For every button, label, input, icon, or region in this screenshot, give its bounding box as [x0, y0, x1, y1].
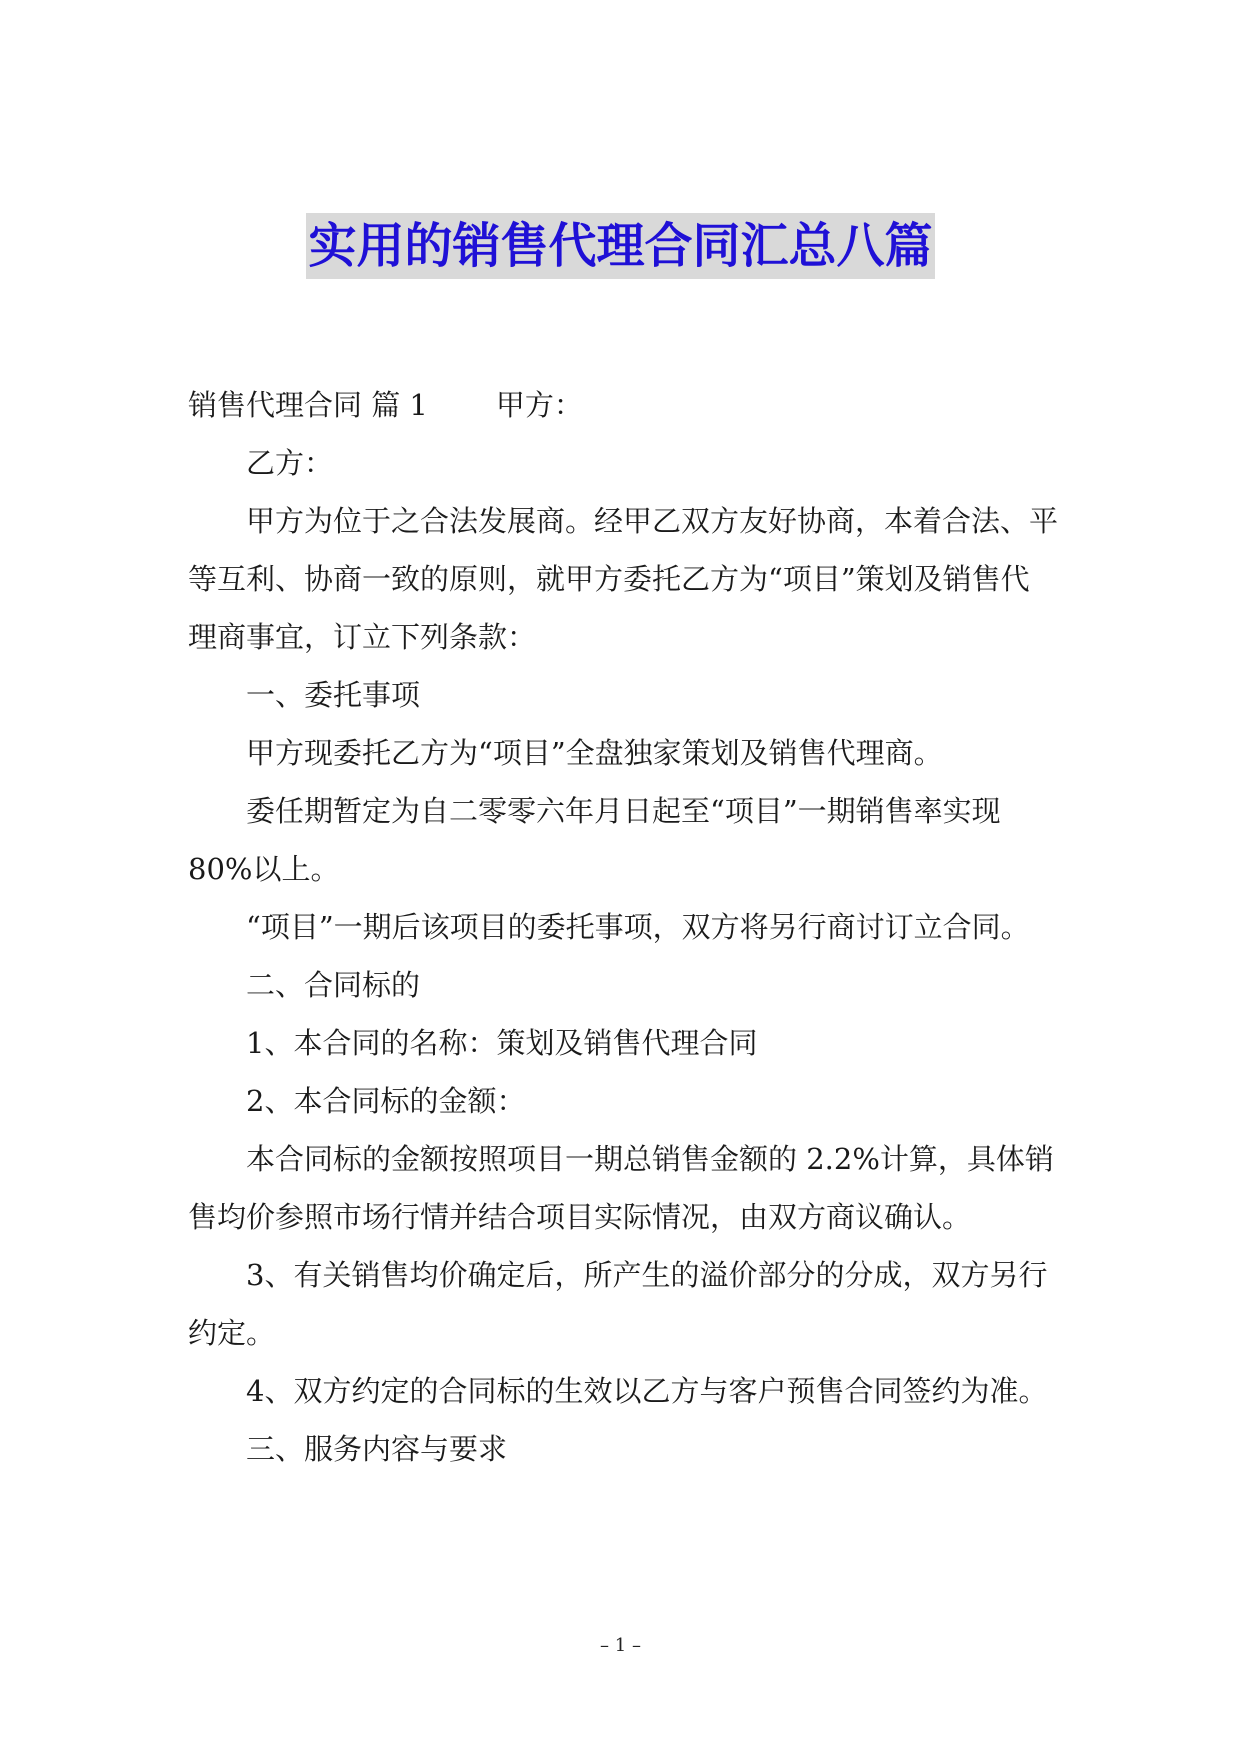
- party-a-label: 甲方：: [495, 388, 583, 422]
- paragraph-line: 售均价参照市场行情并结合项目实际情况，由双方商议确认。: [188, 1200, 972, 1234]
- title-container: [0, 213, 1241, 279]
- page-number: – 1 –: [600, 1635, 641, 1656]
- clause-heading: 一、委托事项: [246, 678, 421, 712]
- document-title: 实用的销售代理合同汇总八篇: [306, 213, 934, 279]
- paragraph-line: 2、本合同标的金额：: [246, 1084, 526, 1118]
- section-heading: 销售代理合同 篇 1: [188, 388, 428, 422]
- paragraph-line: 理商事宜，订立下列条款：: [188, 620, 537, 654]
- paragraph-line: 委任期暂定为自二零零六年月日起至“项目”一期销售率实现: [246, 794, 1001, 828]
- party-b-label: 乙方：: [246, 446, 334, 480]
- paragraph-line: 甲方现委托乙方为“项目”全盘独家策划及销售代理商。: [246, 736, 943, 770]
- paragraph-line: 本合同标的金额按照项目一期总销售金额的 2.2%计算，具体销: [246, 1142, 1054, 1176]
- clause-heading: 三、服务内容与要求: [246, 1432, 508, 1466]
- paragraph-line: 约定。: [188, 1316, 276, 1350]
- paragraph-line: 甲方为位于之合法发展商。经甲乙双方友好协商，本着合法、平: [246, 504, 1059, 538]
- paragraph-line: 3、有关销售均价确定后，所产生的溢价部分的分成，双方另行: [246, 1258, 1048, 1292]
- paragraph-line: 80%以上。: [188, 852, 340, 886]
- paragraph-line: 1、本合同的名称：策划及销售代理合同: [246, 1026, 758, 1060]
- paragraph-line: “项目”一期后该项目的委托事项，双方将另行商讨订立合同。: [246, 910, 1030, 944]
- paragraph-line: [188, 385, 583, 425]
- clause-heading: 二、合同标的: [246, 968, 421, 1002]
- paragraph-line: 等互利、协商一致的原则，就甲方委托乙方为“项目”策划及销售代: [188, 562, 1030, 596]
- paragraph-line: 4、双方约定的合同标的生效以乙方与客户预售合同签约为准。: [246, 1374, 1048, 1408]
